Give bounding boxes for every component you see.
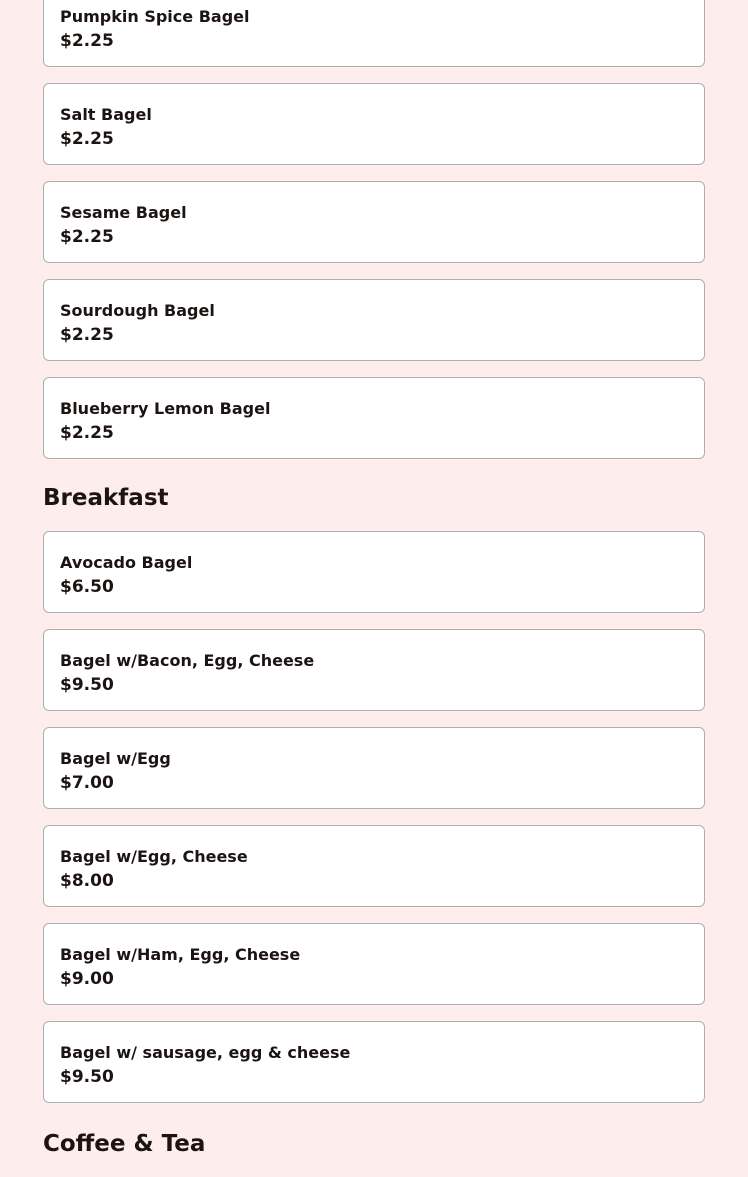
menu-item-name: Sourdough Bagel <box>60 301 215 320</box>
menu-list <box>43 0 705 1177</box>
menu-item-price: $6.50 <box>60 577 114 597</box>
menu-item-price: $9.50 <box>60 675 114 695</box>
menu-item-name: Sesame Bagel <box>60 203 187 222</box>
menu-item-name: Salt Bagel <box>60 105 152 124</box>
menu-item-name: Bagel w/Egg, Cheese <box>60 847 248 866</box>
menu-item-name: Blueberry Lemon Bagel <box>60 399 271 418</box>
menu-item-bagel-bacon-egg-cheese[interactable] <box>43 629 705 711</box>
menu-item-name: Bagel w/Ham, Egg, Cheese <box>60 945 301 964</box>
section-title-coffee-tea: Coffee & Tea <box>43 1131 206 1157</box>
menu-item-name: Pumpkin Spice Bagel <box>60 7 250 26</box>
menu-item-name: Bagel w/Bacon, Egg, Cheese <box>60 651 315 670</box>
menu-item-blueberry-lemon-bagel[interactable] <box>43 377 705 459</box>
menu-item-bagel-ham-egg-cheese[interactable] <box>43 923 705 1005</box>
menu-item-price: $8.00 <box>60 871 114 891</box>
menu-item-price: $9.00 <box>60 969 114 989</box>
menu-item-bagel-egg-cheese[interactable] <box>43 825 705 907</box>
menu-item-name: Avocado Bagel <box>60 553 193 572</box>
menu-item-sourdough-bagel[interactable] <box>43 279 705 361</box>
menu-item-bagel-sausage-egg-cheese[interactable] <box>43 1021 705 1103</box>
menu-item-price: $9.50 <box>60 1067 114 1087</box>
section-title-breakfast: Breakfast <box>43 485 169 511</box>
menu-item-name: Bagel w/Egg <box>60 749 171 768</box>
menu-item-name: Bagel w/ sausage, egg & cheese <box>60 1043 351 1062</box>
menu-item-avocado-bagel[interactable] <box>43 531 705 613</box>
menu-item-price: $2.25 <box>60 31 114 51</box>
menu-item-price: $7.00 <box>60 773 114 793</box>
menu-item-sesame-bagel[interactable] <box>43 181 705 263</box>
menu-item-price: $2.25 <box>60 227 114 247</box>
menu-item-price: $2.25 <box>60 325 114 345</box>
menu-item-price: $2.25 <box>60 129 114 149</box>
menu-item-bagel-egg[interactable] <box>43 727 705 809</box>
menu-item-salt-bagel[interactable] <box>43 83 705 165</box>
menu-item-pumpkin-spice-bagel[interactable] <box>43 0 705 67</box>
menu-item-price: $2.25 <box>60 423 114 443</box>
